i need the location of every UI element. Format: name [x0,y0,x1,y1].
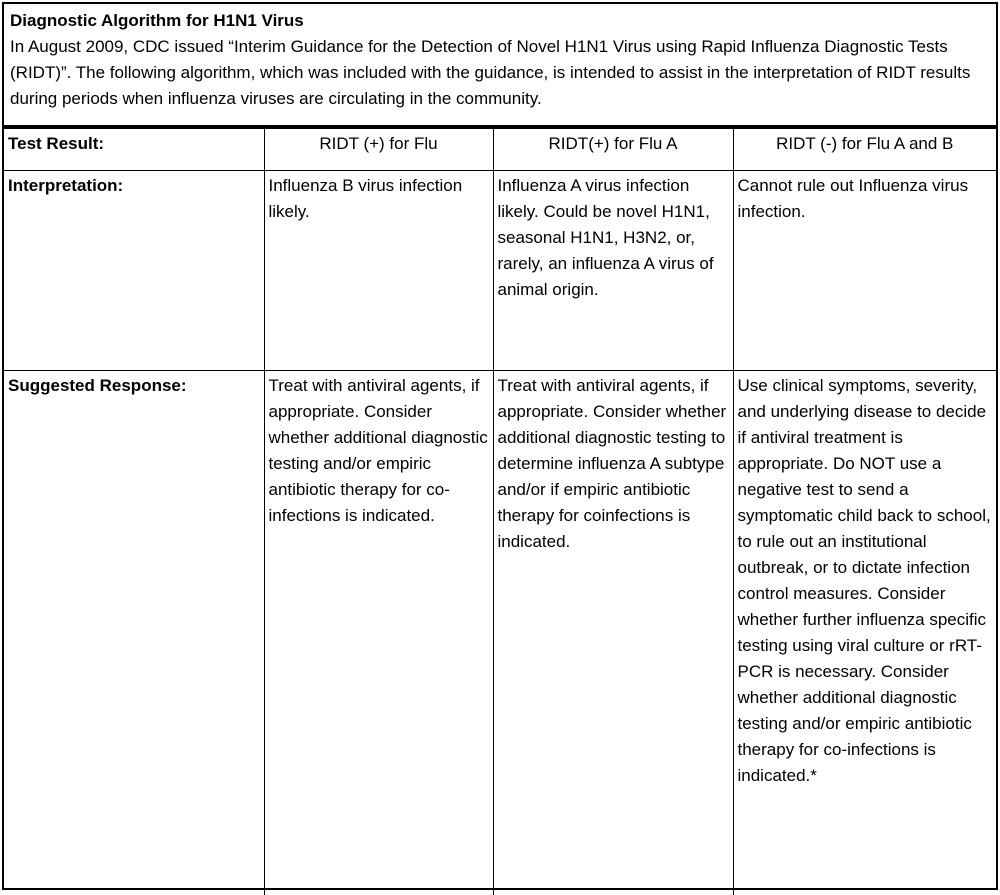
intro-paragraph: In August 2009, CDC issued “Interim Guidance for the Detection of Novel H1N1 Virus using Rapid Influenza Diagnostic Tests (RIDT)”. The following algorithm, which was included with the guidance, is intended to assist in the interpretation of RIDT results during periods when influenza viruses are circulating in the community. [10,37,971,108]
algorithm-table [4,127,996,895]
interpretation-cell-negative: Cannot rule out Influenza virus infection. [733,170,996,370]
table-row-interpretation [4,170,996,370]
row-label-suggested-response: Suggested Response: [4,370,264,895]
table-row-suggested-response [4,370,996,895]
column-header-ridt-flu: RIDT (+) for Flu [264,128,493,170]
interpretation-cell-flu-a: Influenza A virus infection likely. Could be novel H1N1, seasonal H1N1, H3N2, or, rarely, an influenza A virus of animal origin. [493,170,733,370]
table-row-test-result [4,128,996,170]
response-cell-flu: Treat with antiviral agents, if appropriate. Consider whether additional diagnostic testing and/or empiric antibiotic therapy for co-infections is indicated. [264,370,493,895]
intro-section [4,4,996,127]
column-header-ridt-flu-a: RIDT(+) for Flu A [493,128,733,170]
row-label-test-result: Test Result: [4,128,264,170]
response-cell-negative: Use clinical symptoms, severity, and underlying disease to decide if antiviral treatment is appropriate. Do NOT use a negative test to send a symptomatic child back to school, to rule out an institutional outbreak, or to dictate infection control measures. Consider whether further influenza specific testing using viral culture or rRT-PCR is necessary. Consider whether additional diagnostic testing and/or empiric antibiotic therapy for co-infections is indicated.* [733,370,996,895]
diagnostic-algorithm-document [2,2,998,890]
interpretation-cell-flu: Influenza B virus infection likely. [264,170,493,370]
row-label-interpretation: Interpretation: [4,170,264,370]
column-header-ridt-negative: RIDT (-) for Flu A and B [733,128,996,170]
response-cell-flu-a: Treat with antiviral agents, if appropriate. Consider whether additional diagnostic testing to determine influenza A subtype and/or if empiric antibiotic therapy for coinfections is indicated. [493,370,733,895]
document-title: Diagnostic Algorithm for H1N1 Virus [10,11,304,30]
